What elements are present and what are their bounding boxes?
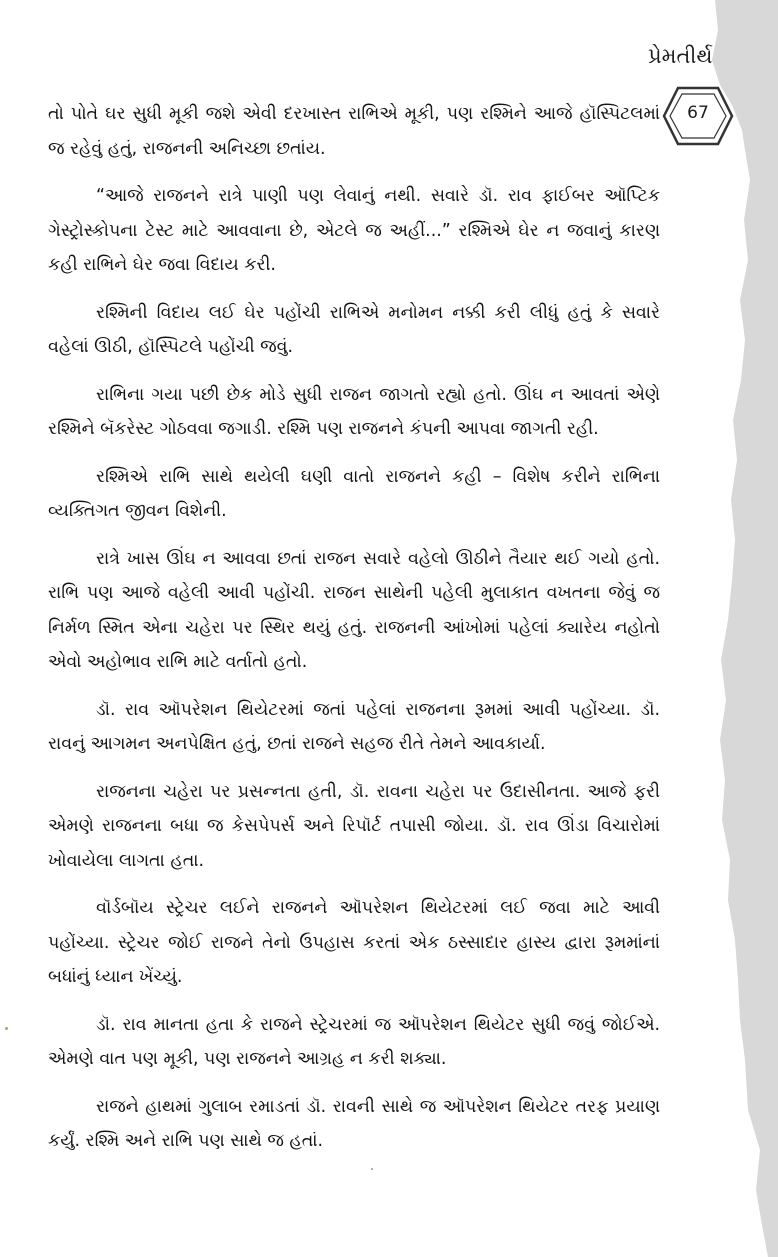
paragraph: રાત્રે ખાસ ઊંઘ ન આવવા છતાં રાજન સવારે વહેલો ઊઠીને તૈયાર થઈ ગયો હતો. રાભિ પણ આજે વહેલી આવી પહોંચી. રાજન સાથેની પહેલી મુલાકાત વખતના જેવું જ નિર્મળ સ્મિત એના ચહેરા પર સ્થિર થયું હતું. રાજનની આંખોમાં પહેલાં ક્યારેય નહોતો એવો અહોભાવ રાભિ માટે વર્તાતો હતો.: [48, 548, 660, 672]
ink-speck: [371, 1168, 373, 1170]
paragraph: રાજનના ચહેરા પર પ્રસન્નતા હતી, ડૉ. રાવના ચહેરા પર ઉદાસીનતા. આજે ફરી એમણે રાજનના બધા જ કેસપેપર્સ અને રિપૉર્ટ તપાસી જોયા. ડૉ. રાવ ઊંડા વિચારોમાં ખોવાયેલા લાગતા હતા.: [48, 781, 660, 871]
body-text: [48, 97, 660, 1172]
paragraph: વૉર્ડબૉય સ્ટ્રેચર લઈને રાજનને ઑપરેશન થિયેટરમાં લઈ જવા માટે આવી પહોંચ્યા. સ્ટ્રેચર જોઈ રાજને તેનો ઉપહાસ કરતાં એક ઠસ્સાદાર હાસ્ય દ્વારા રૂમમાંનાં બધાંનું ધ્યાન ખેંચ્યું.: [48, 898, 660, 987]
paragraph: રાજને હાથમાં ગુલાબ રમાડતાં ડૉ. રાવની સાથે જ ઑપરેશન થિયેટર તરફ પ્રયાણ કર્યું. રશ્મિ અને રાભિ પણ સાથે જ હતાં.: [48, 1096, 660, 1151]
paragraph: તો પોતે ઘર સુધી મૂકી જશે એવી દરખાસ્ત રાભિએ મૂકી, પણ રશ્મિને આજે હૉસ્પિટલમાં જ રહેવું હતું, રાજનની અનિચ્છા છતાંય.: [48, 104, 660, 159]
paragraph: “આજે રાજનને રાત્રે પાણી પણ લેવાનું નથી. સવારે ડૉ. રાવ ફાઈબર ઑપ્ટિક ગેસ્ટ્રોસ્કોપના ટેસ્ટ માટે આવવાના છે, એટલે જ અહીં...” રશ્મિએ ઘેર ન જવાનું કારણ કહી રાભિને ઘેર જવા વિદાય કરી.: [48, 186, 660, 275]
paragraph: રશ્મિની વિદાય લઈ ઘેર પહોંચી રાભિએ મનોમન નક્કી કરી લીધું હતું કે સવારે વહેલાં ઊઠી, હૉસ્પિટલે પહોંચી જવું.: [48, 302, 660, 357]
paragraph: રાભિના ગયા પછી છેક મોડે સુધી રાજન જાગતો રહ્યો હતો. ઊંઘ ન આવતાં એણે રશ્મિને બૅકરેસ્ટ ગોઠવવા જગાડી. રશ્મિ પણ રાજનને કંપની આપવા જાગતી રહી.: [48, 384, 660, 439]
ink-speck: [5, 1027, 8, 1030]
paragraph: ડૉ. રાવ માનતા હતા કે રાજને સ્ટ્રેચરમાં જ ઑપરેશન થિયેટર સુધી જવું જોઈએ. એમણે વાત પણ મૂકી, પણ રાજનને આગ્રહ ન કરી શક્યા.: [48, 1014, 660, 1069]
running-header-title: પ્રેમતીર્થ: [648, 44, 713, 68]
page-number: 67: [687, 103, 709, 123]
paragraph: રશ્મિએ રાભિ સાથે થયેલી ઘણી વાતો રાજનને કહી – વિશેષ કરીને રાભિના વ્યક્તિગત જીવન વિશેની.: [48, 466, 660, 521]
paragraph: ડૉ. રાવ ઑપરેશન થિયેટરમાં જતાં પહેલાં રાજનના રૂમમાં આવી પહોંચ્યા. ડૉ. રાવનું આગમન અનપેક્ષિત હતું, છતાં રાજને સહજ રીતે તેમને આવકાર્યા.: [48, 699, 660, 754]
gray-margin-shape: [712, 0, 778, 1257]
